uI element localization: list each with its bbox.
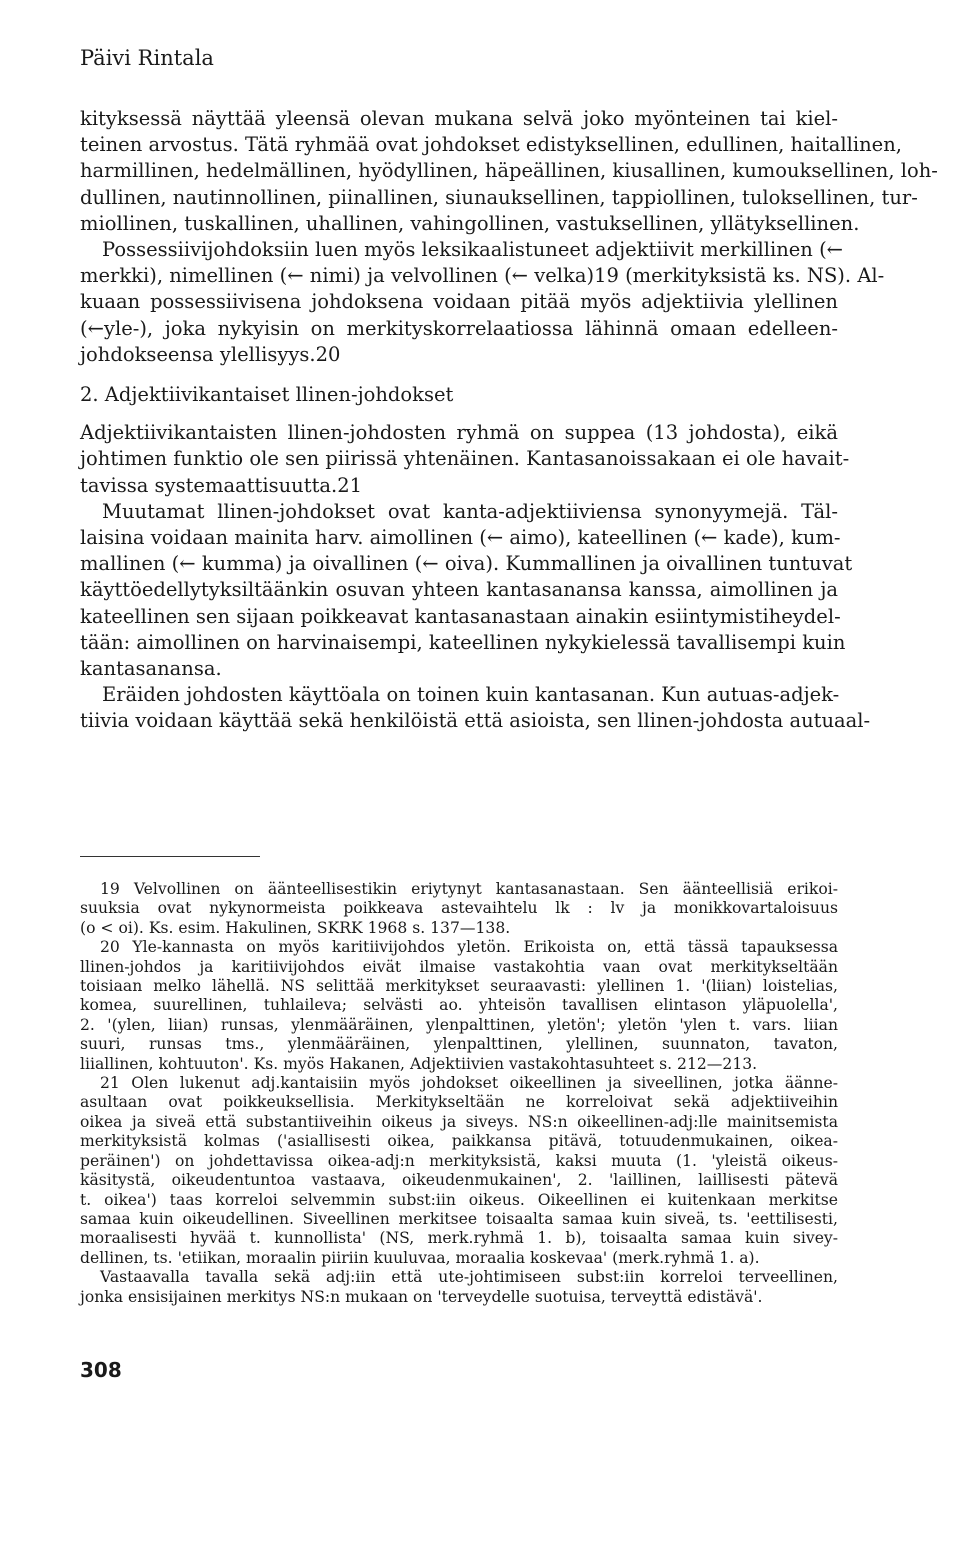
footnote-line: samaa kuin oikeudellinen. Siveellinen merkitsee toisaalta samaa kuin siveä, ts. 'eettilisesti, <box>80 1209 838 1228</box>
text-line: kuaan possessiivisena johdoksena voidaan pitää myös adjektiivia ylellinen <box>80 290 838 314</box>
footnote-line: Vastaavalla tavalla sekä adj:iin että ute-johtimiseen subst:iin korreloi terveellinen, <box>100 1268 838 1287</box>
section-heading: 2. Adjektiivikantaiset llinen-johdokset <box>80 383 454 407</box>
text-line: (←yle-), joka nykyisin on merkityskorrelaatiossa lähinnä omaan edelleen- <box>80 316 838 340</box>
text-line: Possessiivijohdoksiin luen myös leksikaalistuneet adjektiivit merkillinen (← <box>102 238 844 262</box>
paragraph-possessive-derivatives <box>80 106 938 368</box>
footnote-line: t. oikea') taas korreloi selvemmin subst:iin oikeus. Oikeellinen ei kuitenkaan merkitse <box>80 1190 838 1209</box>
footnote-line: suuksia ovat nykynormeista poikkeava astevaihtelu lk : lv ja monikkovartaloisuus <box>80 899 838 918</box>
text-line: kantasanansa. <box>80 657 222 681</box>
footnote-line: komea, suurellinen, tuhlaileva; selvästi ao. yhteisön tavallisen elintason yläpuolella', <box>80 996 838 1015</box>
footnote-line: liiallinen, kohtuuton'. Ks. myös Hakanen, Adjektiivien vastakohtasuhteet s. 212—213. <box>80 1054 758 1073</box>
paragraph-adjective-based <box>80 420 850 499</box>
footnote-line: 19 Velvollinen on äänteellisestikin eriytynyt kantasanastaan. Sen äänteellisiä erikoi- <box>100 880 838 898</box>
text-line: harmillinen, hedelmällinen, hyödyllinen, häpeällinen, kiusallinen, kumouksellinen, loh- <box>80 159 938 183</box>
footnote-line: (o < oi). Ks. esim. Hakulinen, SKRK 1968 s. 137—138. <box>80 918 511 937</box>
footnote-line: peräinen') on johdettavissa oikea-adj:n merkityksistä, kaksi muuta (1. 'yleistä oikeus- <box>80 1151 838 1170</box>
footnote-19 <box>80 880 838 938</box>
text-line: Eräiden johdosten käyttöala on toinen kuin kantasanan. Kun autuas-adjek- <box>102 683 840 707</box>
text-line: Adjektiivikantaisten llinen-johdosten ryhmä on suppea (13 johdosta), eikä <box>80 421 838 445</box>
footnote-line: toisiaan melko lähellä. NS selittää merkitykset seuraavasti: ylellinen 1. '(liian) loistelias, <box>80 977 838 996</box>
text-line: kateellinen sen sijaan poikkeavat kantasanastaan ainakin esiintymistiheydel- <box>80 604 841 628</box>
footnote-line: 2. '(ylen, liian) runsas, ylenmääräinen, ylenpalttinen, yletön'; yletön 'ylen t. vars. liian <box>80 1015 838 1034</box>
footnote-line: 20 Yle-kannasta on myös karitiivijohdos yletön. Erikoista on, että tässä tapauksessa <box>100 938 838 957</box>
running-header-author: Päivi Rintala <box>80 46 214 70</box>
footnote-line: asultaan ovat poikkeuksellisia. Merkitykseltään ne korreloivat sekä adjektiiveihin <box>80 1093 838 1112</box>
text-line: kityksessä näyttää yleensä olevan mukana selvä joko myönteinen tai kiel- <box>80 107 838 130</box>
text-line: Muutamat llinen-johdokset ovat kanta-adjektiiviensa synonyymejä. Täl- <box>102 499 838 523</box>
footnote-line: dellinen, ts. 'etiikan, moraalin piiriin kuuluvaa, moraalia koskevaa' (merk.ryhmä 1. a). <box>80 1248 760 1267</box>
text-line: tään: aimollinen on harvinaisempi, kateellinen nykykielessä tavallisempi kuin <box>80 630 846 654</box>
footnote-line: käsitystä, oikeudentuntoa vastaava, oikeudenmukainen', 2. 'laillinen, laillisesti pätevä <box>80 1171 838 1190</box>
main-text <box>80 106 938 735</box>
text-line: tavissa systemaattisuutta.21 <box>80 473 363 497</box>
footnote-line: llinen-johdos ja karitiivijohdos eivät ilmaise vastakohtia vaan ovat merkitykseltään <box>80 957 838 976</box>
footnote-20 <box>80 938 838 1074</box>
text-line: teinen arvostus. Tätä ryhmää ovat johdokset edistyksellinen, edullinen, haitallinen, <box>80 133 902 157</box>
text-line: miollinen, tuskallinen, uhallinen, vahingollinen, vastuksellinen, yllätyksellinen. <box>80 211 860 235</box>
footnote-line: moraalisesti hyvää t. kunnollista' (NS, merk.ryhmä 1. b), toisaalta samaa kuin sivey- <box>80 1229 838 1248</box>
footnote-line: merkityksistä kolmas ('asiallisesti oikea, paikkansa pitävä, totuudenmukainen, oikea- <box>80 1132 838 1151</box>
paragraph-usage-area <box>80 682 871 734</box>
text-line: johtimen funktio ole sen piirissä yhtenäinen. Kantasanoissakaan ei ole havait- <box>80 447 850 471</box>
text-line: tiivia voidaan käyttää sekä henkilöistä että asioista, sen llinen-johdosta autuaal- <box>80 709 871 733</box>
text-line: dullinen, nautinnollinen, piinallinen, siunauksellinen, tappiollinen, tuloksellinen, tur- <box>80 185 918 209</box>
footnote-line: suuri, runsas tms., ylenmääräinen, ylenpalttinen, ylellinen, suunnaton, tavaton, <box>80 1035 838 1054</box>
footnotes <box>80 880 838 1307</box>
text-line: merkki), nimellinen (← nimi) ja velvollinen (← velka)19 (merkityksistä ks. NS). Al- <box>80 264 885 288</box>
text-line: mallinen (← kumma) ja oivallinen (← oiva). Kummallinen ja oivallinen tuntuvat <box>80 552 853 576</box>
paragraph-synonyms <box>80 499 853 682</box>
footnote-21 <box>80 1074 838 1307</box>
footnote-line: oikea ja siveä että substantiiveihin oikeus ja siveys. NS:n oikeellinen-adj:lle mainitsemista <box>80 1112 838 1131</box>
page-number: 308 <box>80 1358 122 1382</box>
text-line: käyttöedellytyksiltäänkin osuvan yhteen kantasanansa kanssa, aimollinen ja <box>80 578 838 602</box>
text-line: laisina voidaan mainita harv. aimollinen (← aimo), kateellinen (← kade), kum- <box>80 526 841 550</box>
text-line: johdokseensa ylellisyys.20 <box>80 342 341 366</box>
footnote-line: 21 Olen lukenut adj.kantaisiin myös johdokset oikeellinen ja siveellinen, jotka äänne- <box>100 1074 838 1093</box>
footnote-separator <box>80 856 260 857</box>
footnote-line: jonka ensisijainen merkitys NS:n mukaan on 'terveydelle suotuisa, terveyttä edistävä'. <box>80 1287 763 1306</box>
